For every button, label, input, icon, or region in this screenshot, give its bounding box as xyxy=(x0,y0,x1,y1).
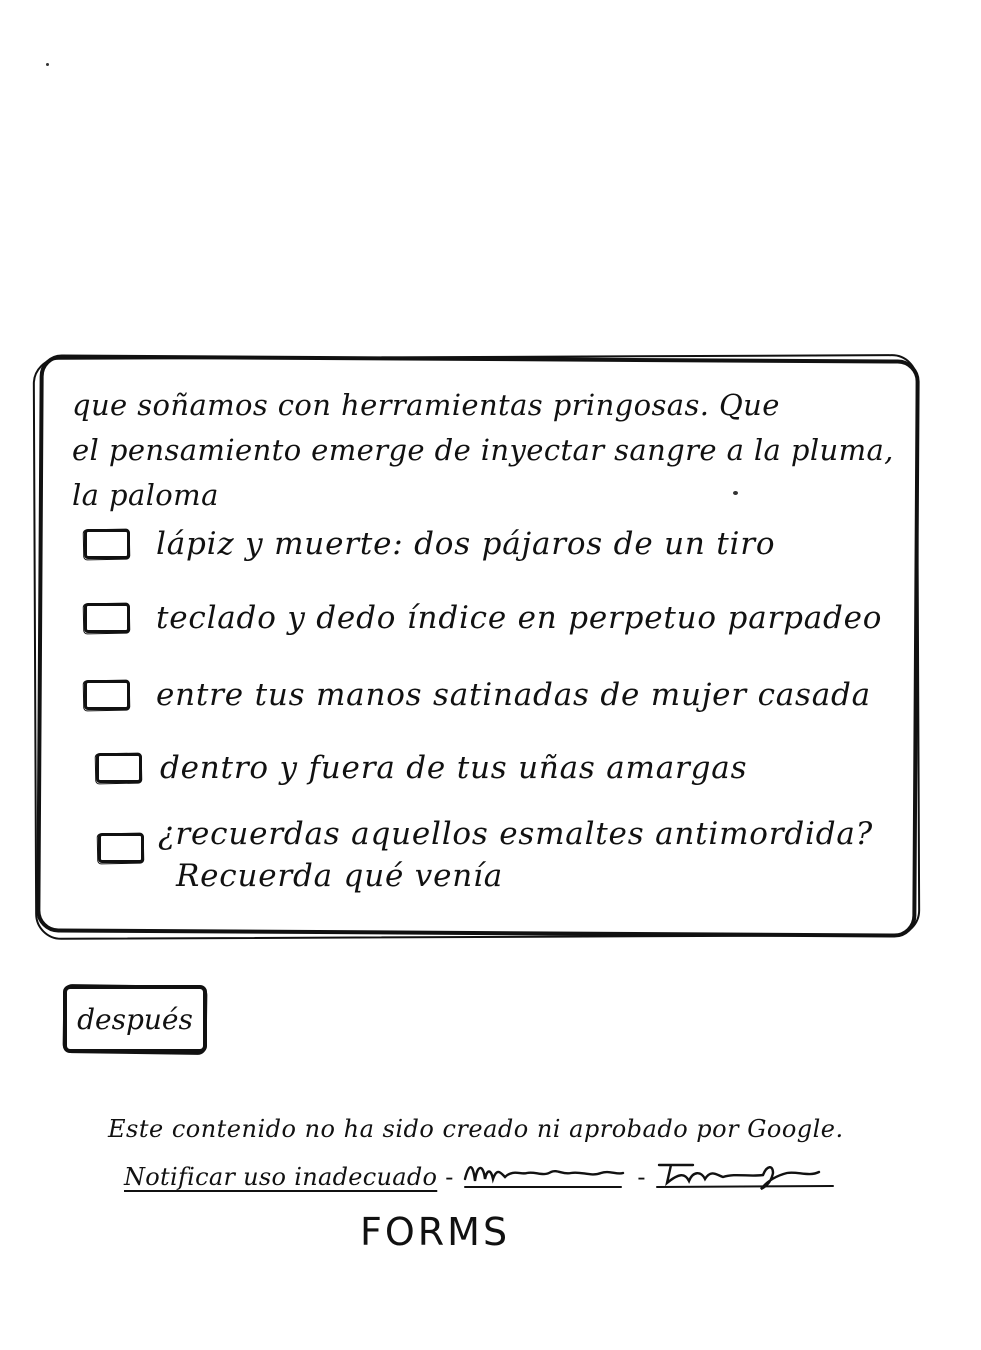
separator: - xyxy=(445,1163,454,1191)
empty-checkbox-icon[interactable] xyxy=(84,603,130,633)
option-label-line: entre tus manos satinadas de mujer casada xyxy=(156,677,871,713)
forms-wordmark: FORMS xyxy=(360,1210,511,1254)
google-disclaimer: Este contenido no ha sido creado ni aprobado por Google. xyxy=(108,1115,844,1143)
report-abuse-link[interactable]: Notificar uso inadecuado xyxy=(124,1163,438,1191)
checkbox-option-3[interactable] xyxy=(84,674,871,716)
checkbox-option-2[interactable] xyxy=(84,597,882,639)
empty-checkbox-icon[interactable] xyxy=(84,680,130,710)
checkbox-option-5[interactable] xyxy=(98,813,873,897)
option-label xyxy=(156,674,871,716)
option-label-line: Recuerda qué venía xyxy=(176,858,503,894)
question-line: el pensamiento emerge de inyectar sangre a la pluma, xyxy=(72,433,894,467)
checkbox-option-4[interactable] xyxy=(96,747,747,789)
option-label xyxy=(160,747,747,789)
checkbox-option-1[interactable] xyxy=(84,523,775,565)
option-label-line: lápiz y muerte: dos pájaros de un tiro xyxy=(156,526,776,562)
scribble-icon[interactable] xyxy=(653,1157,839,1197)
scribble-icon[interactable] xyxy=(461,1157,629,1197)
option-label xyxy=(158,813,873,897)
empty-checkbox-icon[interactable] xyxy=(96,753,142,783)
question-line: que soñamos con herramientas pringosas. Que xyxy=(72,388,780,422)
option-label-line: ¿recuerdas aquellos esmaltes antimordida? xyxy=(158,816,874,852)
empty-checkbox-icon[interactable] xyxy=(84,529,130,559)
footer-links xyxy=(124,1157,839,1197)
option-label xyxy=(156,523,775,565)
paper-speck xyxy=(46,63,49,66)
option-label-line: teclado y dedo índice en perpetuo parpadeo xyxy=(156,600,883,636)
separator: - xyxy=(637,1163,646,1191)
option-label-line: dentro y fuera de tus uñas amargas xyxy=(160,750,748,786)
next-button[interactable]: después xyxy=(63,985,207,1053)
empty-checkbox-icon[interactable] xyxy=(98,833,144,863)
question-line: la paloma xyxy=(72,478,219,512)
question-text xyxy=(72,383,902,518)
option-label xyxy=(156,597,882,639)
